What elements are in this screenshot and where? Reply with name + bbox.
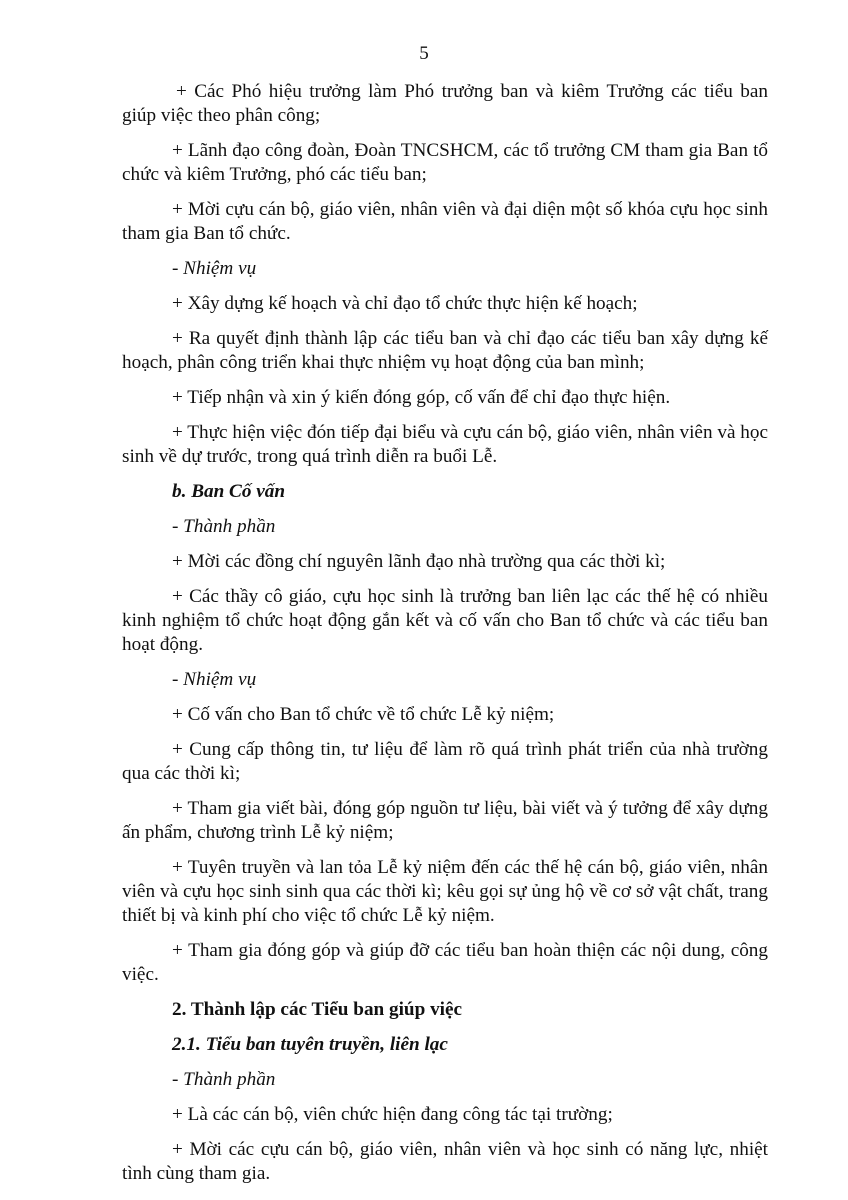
paragraph-invite-volunteers: + Mời các cựu cán bộ, giáo viên, nhân viên và học sinh có năng lực, nhiệt tình cùng tham gia. — [122, 1139, 768, 1184]
paragraph-promote-event: + Tuyên truyền và lan tỏa Lễ kỷ niệm đến các thế hệ cán bộ, giáo viên, nhân viên và cựu học sinh sinh qua các thời kì; kêu gọi sự ủng hộ về cơ sở vật chất, trang thiết bị và kinh phí cho việc tổ chức Lễ kỷ niệm. — [122, 857, 768, 926]
document-body — [122, 80, 768, 1197]
paragraph-duty-reception: + Thực hiện việc đón tiếp đại biểu và cựu cán bộ, giáo viên, nhân viên và học sinh về dự trước, trong quá trình diễn ra buổi Lễ. — [122, 422, 768, 467]
section-heading-communications: 2.1. Tiểu ban tuyên truyền, liên lạc — [172, 1034, 448, 1055]
paragraph-duty-decision: + Ra quyết định thành lập các tiểu ban và chỉ đạo các tiểu ban xây dựng kế hoạch, phân công triển khai thực nhiệm vụ hoạt động của ban mình; — [122, 328, 768, 373]
page-number: 5 — [419, 43, 429, 64]
paragraph-current-staff: + Là các cán bộ, viên chức hiện đang công tác tại trường; — [172, 1104, 613, 1125]
paragraph-duty-plan: + Xây dựng kế hoạch và chỉ đạo tổ chức thực hiện kế hoạch; — [172, 293, 638, 314]
paragraph-advise-committee: + Cố vấn cho Ban tổ chức về tổ chức Lễ kỷ niệm; — [172, 704, 555, 725]
section-heading-advisory-board: b. Ban Cố vấn — [172, 481, 286, 502]
section-heading-subcommittees: 2. Thành lập các Tiểu ban giúp việc — [172, 999, 463, 1020]
paragraph-assist-subcommittees: + Tham gia đóng góp và giúp đỡ các tiểu ban hoàn thiện các nội dung, công việc. — [122, 940, 768, 985]
paragraph-provide-info: + Cung cấp thông tin, tư liệu để làm rõ quá trình phát triển của nhà trường qua các thời kì; — [122, 739, 768, 784]
paragraph-duty-feedback: + Tiếp nhận và xin ý kiến đóng góp, cố vấn để chỉ đạo thực hiện. — [172, 387, 671, 408]
paragraph-write-articles: + Tham gia viết bài, đóng góp nguồn tư liệu, bài viết và ý tưởng để xây dựng ấn phẩm, chương trình Lễ kỷ niệm; — [122, 798, 768, 843]
paragraph-teachers-alumni: + Các thầy cô giáo, cựu học sinh là trưởng ban liên lạc các thế hệ có nhiều kinh nghiệm tổ chức hoạt động gắn kết và cố vấn cho Ban tổ chức và các tiểu ban hoạt động. — [122, 586, 768, 655]
subheading-duties: - Nhiệm vụ — [172, 258, 257, 279]
paragraph-invite-former-staff: + Mời cựu cán bộ, giáo viên, nhân viên và đại diện một số khóa cựu học sinh tham gia Ban tổ chức. — [122, 199, 768, 244]
subheading-composition: - Thành phần — [172, 1069, 276, 1090]
paragraph-union-leaders: + Lãnh đạo công đoàn, Đoàn TNCSHCM, các tổ trưởng CM tham gia Ban tổ chức và kiêm Trưởng, phó các tiểu ban; — [122, 140, 768, 185]
paragraph-vice-principals: + Các Phó hiệu trưởng làm Phó trưởng ban và kiêm Trưởng các tiểu ban giúp việc theo phân công; — [122, 81, 768, 126]
subheading-duties: - Nhiệm vụ — [172, 669, 257, 690]
paragraph-invite-former-leaders: + Mời các đồng chí nguyên lãnh đạo nhà trường qua các thời kì; — [172, 551, 666, 572]
subheading-composition: - Thành phần — [172, 516, 276, 537]
